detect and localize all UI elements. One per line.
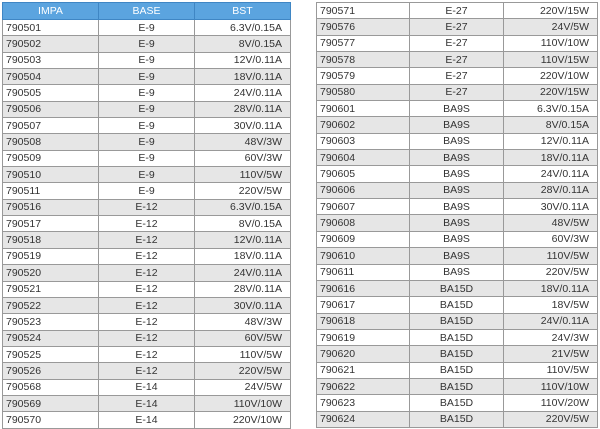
base-cell: BA15D (410, 362, 504, 378)
impa-cell: 790568 (3, 379, 99, 395)
table-row (3, 69, 291, 85)
bst-cell: 12V/0.11A (195, 232, 291, 248)
table-row (3, 52, 291, 68)
table-row (3, 363, 291, 379)
table-row (3, 150, 291, 166)
table-row (317, 52, 598, 68)
base-cell: E-14 (99, 379, 195, 395)
table-row (3, 118, 291, 134)
table-row (317, 280, 598, 296)
table-row (3, 36, 291, 52)
base-cell: BA9S (410, 117, 504, 133)
table-row (317, 329, 598, 345)
base-cell: BA15D (410, 313, 504, 329)
impa-cell: 790579 (317, 68, 410, 84)
base-cell: BA9S (410, 231, 504, 247)
table-row (317, 297, 598, 313)
base-cell: E-9 (99, 134, 195, 150)
bst-cell: 24V/5W (504, 19, 598, 35)
bst-cell: 220V/15W (504, 3, 598, 19)
impa-header: IMPA (3, 3, 99, 20)
impa-cell: 790506 (3, 101, 99, 117)
bst-cell: 24V/0.11A (504, 313, 598, 329)
impa-cell: 790608 (317, 215, 410, 231)
base-cell: BA9S (410, 101, 504, 117)
base-cell: E-9 (99, 183, 195, 199)
bst-cell: 220V/10W (504, 68, 598, 84)
impa-cell: 790570 (3, 412, 99, 428)
bst-cell: 30V/0.11A (195, 297, 291, 313)
impa-cell: 790504 (3, 69, 99, 85)
base-cell: E-27 (410, 19, 504, 35)
base-cell: BA15D (410, 395, 504, 411)
table-row (3, 265, 291, 281)
impa-cell: 790619 (317, 329, 410, 345)
bst-cell: 30V/0.11A (504, 199, 598, 215)
impa-cell: 790611 (317, 264, 410, 280)
bst-cell: 21V/5W (504, 346, 598, 362)
bst-cell: 6.3V/0.15A (195, 199, 291, 215)
table-row (3, 134, 291, 150)
base-cell: BA9S (410, 182, 504, 198)
impa-cell: 790522 (3, 297, 99, 313)
base-cell: E-9 (99, 69, 195, 85)
impa-cell: 790621 (317, 362, 410, 378)
table-row (317, 264, 598, 280)
table-row (3, 183, 291, 199)
base-cell: BA15D (410, 297, 504, 313)
impa-cell: 790623 (317, 395, 410, 411)
base-cell: BA9S (410, 264, 504, 280)
base-cell: E-12 (99, 330, 195, 346)
impa-cell: 790520 (3, 265, 99, 281)
table-row (3, 20, 291, 36)
base-cell: BA15D (410, 329, 504, 345)
impa-cell: 790578 (317, 52, 410, 68)
impa-cell: 790502 (3, 36, 99, 52)
base-cell: E-9 (99, 150, 195, 166)
base-cell: E-27 (410, 35, 504, 51)
base-cell: BA9S (410, 150, 504, 166)
table-row (317, 199, 598, 215)
bst-cell: 110V/10W (504, 35, 598, 51)
bst-cell: 110V/5W (195, 167, 291, 183)
table-row (317, 313, 598, 329)
bst-cell: 28V/0.11A (195, 101, 291, 117)
bst-cell: 8V/0.15A (504, 117, 598, 133)
bst-cell: 60V/3W (195, 150, 291, 166)
bst-cell: 110V/20W (504, 395, 598, 411)
table-row (3, 314, 291, 330)
bst-cell: 48V/3W (195, 134, 291, 150)
table-row (317, 395, 598, 411)
bst-cell: 24V/3W (504, 329, 598, 345)
base-cell: E-9 (99, 167, 195, 183)
impa-cell: 790604 (317, 150, 410, 166)
bulb-table-left (2, 2, 291, 429)
impa-cell: 790606 (317, 182, 410, 198)
table-row (317, 35, 598, 51)
impa-cell: 790624 (317, 411, 410, 427)
base-cell: BA9S (410, 248, 504, 264)
table-body-left (3, 20, 291, 429)
table-row (317, 117, 598, 133)
table-row (3, 330, 291, 346)
impa-cell: 790526 (3, 363, 99, 379)
impa-cell: 790576 (317, 19, 410, 35)
header-row (3, 3, 291, 20)
base-cell: E-9 (99, 36, 195, 52)
base-cell: E-12 (99, 314, 195, 330)
impa-cell: 790603 (317, 133, 410, 149)
bst-cell: 110V/10W (504, 378, 598, 394)
bst-cell: 18V/0.11A (504, 280, 598, 296)
bst-cell: 60V/5W (195, 330, 291, 346)
bst-cell: 110V/15W (504, 52, 598, 68)
bst-cell: 110V/5W (195, 346, 291, 362)
base-cell: BA9S (410, 133, 504, 149)
bst-cell: 220V/15W (504, 84, 598, 100)
table-row (3, 232, 291, 248)
table-row (317, 362, 598, 378)
base-cell: E-27 (410, 84, 504, 100)
table-row (3, 412, 291, 428)
base-cell: E-14 (99, 412, 195, 428)
base-cell: E-12 (99, 199, 195, 215)
table-row (3, 281, 291, 297)
impa-cell: 790523 (3, 314, 99, 330)
bst-cell: 220V/10W (195, 412, 291, 428)
impa-cell: 790610 (317, 248, 410, 264)
bst-cell: 30V/0.11A (195, 118, 291, 134)
base-cell: E-9 (99, 52, 195, 68)
bst-cell: 48V/5W (504, 215, 598, 231)
base-cell: E-12 (99, 363, 195, 379)
impa-cell: 790507 (3, 118, 99, 134)
impa-cell: 790503 (3, 52, 99, 68)
bst-cell: 18V/0.11A (195, 248, 291, 264)
impa-cell: 790607 (317, 199, 410, 215)
bst-cell: 220V/5W (195, 363, 291, 379)
bst-cell: 6.3V/0.15A (504, 101, 598, 117)
bst-cell: 220V/5W (504, 411, 598, 427)
impa-cell: 790622 (317, 378, 410, 394)
base-cell: BA15D (410, 346, 504, 362)
table-row (317, 133, 598, 149)
impa-cell: 790511 (3, 183, 99, 199)
table-row (317, 84, 598, 100)
table-row (3, 167, 291, 183)
impa-cell: 790510 (3, 167, 99, 183)
base-cell: BA9S (410, 215, 504, 231)
bst-cell: 8V/0.15A (195, 216, 291, 232)
impa-cell: 790525 (3, 346, 99, 362)
bst-cell: 8V/0.15A (195, 36, 291, 52)
impa-cell: 790517 (3, 216, 99, 232)
impa-cell: 790569 (3, 395, 99, 411)
table-row (3, 216, 291, 232)
impa-cell: 790620 (317, 346, 410, 362)
base-cell: BA15D (410, 280, 504, 296)
bst-cell: 24V/0.11A (195, 265, 291, 281)
impa-cell: 790577 (317, 35, 410, 51)
table-row (317, 101, 598, 117)
base-cell: E-27 (410, 52, 504, 68)
impa-cell: 790601 (317, 101, 410, 117)
bst-cell: 220V/5W (504, 264, 598, 280)
table-row (3, 248, 291, 264)
table-row (317, 248, 598, 264)
bst-cell: 12V/0.11A (504, 133, 598, 149)
base-cell: E-9 (99, 118, 195, 134)
base-cell: E-12 (99, 232, 195, 248)
bst-cell: 110V/5W (504, 248, 598, 264)
bst-cell: 24V/0.11A (504, 166, 598, 182)
bulb-table-right (316, 2, 598, 428)
base-cell: E-9 (99, 101, 195, 117)
table-row (317, 378, 598, 394)
impa-cell: 790508 (3, 134, 99, 150)
base-cell: BA9S (410, 199, 504, 215)
bst-cell: 60V/3W (504, 231, 598, 247)
table-body-right (317, 3, 598, 428)
table-row (317, 346, 598, 362)
impa-cell: 790602 (317, 117, 410, 133)
impa-cell: 790524 (3, 330, 99, 346)
bst-cell: 24V/0.11A (195, 85, 291, 101)
base-cell: E-12 (99, 216, 195, 232)
base-header: BASE (99, 3, 195, 20)
table-row (3, 346, 291, 362)
impa-cell: 790618 (317, 313, 410, 329)
base-cell: E-12 (99, 265, 195, 281)
impa-cell: 790521 (3, 281, 99, 297)
base-cell: BA9S (410, 166, 504, 182)
table-row (317, 182, 598, 198)
bst-cell: 28V/0.11A (504, 182, 598, 198)
impa-cell: 790616 (317, 280, 410, 296)
impa-cell: 790519 (3, 248, 99, 264)
impa-cell: 790516 (3, 199, 99, 215)
bst-cell: 48V/3W (195, 314, 291, 330)
table-row (317, 150, 598, 166)
table-row (3, 297, 291, 313)
impa-cell: 790571 (317, 3, 410, 19)
impa-cell: 790605 (317, 166, 410, 182)
impa-cell: 790580 (317, 84, 410, 100)
base-cell: E-27 (410, 3, 504, 19)
impa-cell: 790501 (3, 20, 99, 36)
bst-cell: 110V/5W (504, 362, 598, 378)
base-cell: E-9 (99, 85, 195, 101)
bst-cell: 12V/0.11A (195, 52, 291, 68)
table-row (317, 68, 598, 84)
base-cell: E-12 (99, 297, 195, 313)
impa-cell: 790518 (3, 232, 99, 248)
bst-cell: 18V/5W (504, 297, 598, 313)
base-cell: E-12 (99, 346, 195, 362)
impa-cell: 790609 (317, 231, 410, 247)
table-row (317, 3, 598, 19)
bst-cell: 18V/0.11A (504, 150, 598, 166)
bst-cell: 28V/0.11A (195, 281, 291, 297)
table-row (3, 199, 291, 215)
bst-header: BST (195, 3, 291, 20)
impa-cell: 790505 (3, 85, 99, 101)
bst-cell: 18V/0.11A (195, 69, 291, 85)
impa-cell: 790509 (3, 150, 99, 166)
table-row (3, 395, 291, 411)
base-cell: BA15D (410, 378, 504, 394)
base-cell: BA15D (410, 411, 504, 427)
table-row (3, 101, 291, 117)
impa-cell: 790617 (317, 297, 410, 313)
bst-cell: 110V/10W (195, 395, 291, 411)
base-cell: E-27 (410, 68, 504, 84)
base-cell: E-14 (99, 395, 195, 411)
base-cell: E-12 (99, 281, 195, 297)
table-row (3, 379, 291, 395)
table-row (3, 85, 291, 101)
base-cell: E-9 (99, 20, 195, 36)
base-cell: E-12 (99, 248, 195, 264)
table-row (317, 19, 598, 35)
table-row (317, 231, 598, 247)
table-row (317, 166, 598, 182)
bst-cell: 24V/5W (195, 379, 291, 395)
table-row (317, 215, 598, 231)
bst-cell: 220V/5W (195, 183, 291, 199)
table-row (317, 411, 598, 427)
bst-cell: 6.3V/0.15A (195, 20, 291, 36)
